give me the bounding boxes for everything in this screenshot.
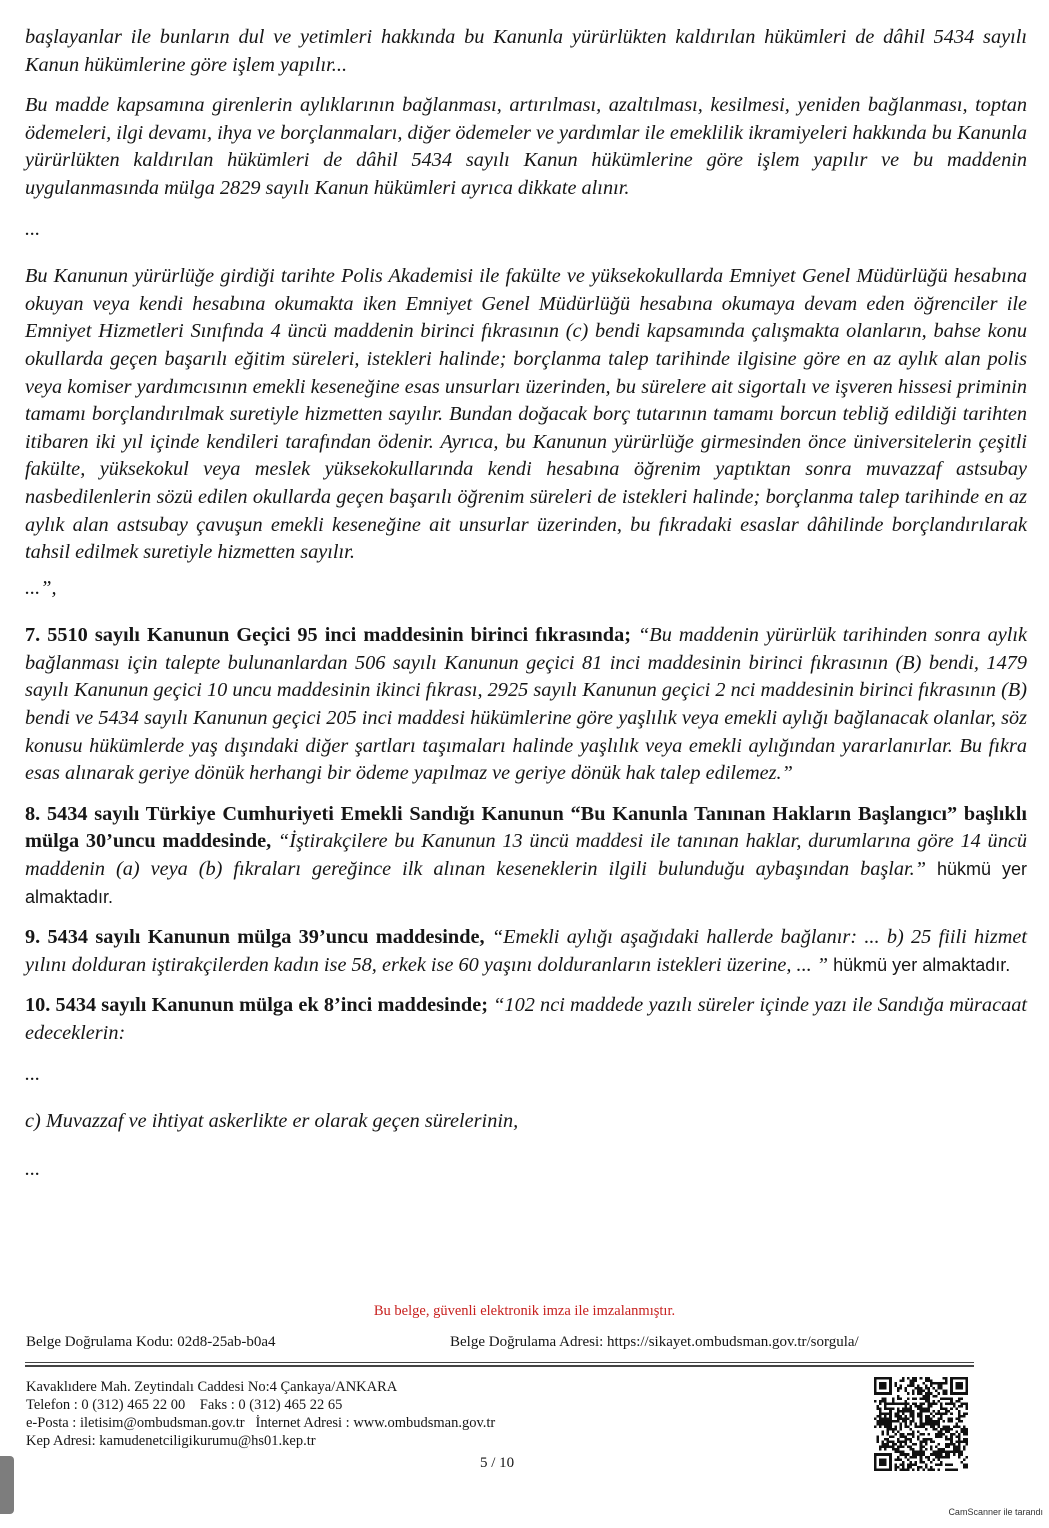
page-number: 5 / 10 xyxy=(480,1455,515,1471)
qr-code-icon xyxy=(874,1377,968,1471)
paragraph-police-academy: Bu Kanunun yürürlüğe girdiği tarihte Polis Akademisi ile fakülte ve yüksekokullarda Emniyet Genel Müdürlüğü hesabına okuyan veya kendi hesabına okumakta iken Emniyet Genel Müdürlüğü hesabına okumaya devam eden öğrenciler ile Emniyet Hizmetleri Sınıfında 4 üncü maddenin birinci fıkrasının (c) bendi kapsamında çalışmakta olanların, bahse konu okullarda geçen başarılı eğitim süreleri, istekleri halinde; borçlanma talep tarihinde ilgisine göre en az aylık alan polis veya komiser yardımcısının emekli keseneğine esas unsurları üzerinden, bu sürelere ait sigortalı ve işveren hissesi priminin tamamı borçlandırılmak suretiyle hizmetten sayılır. Bundan doğacak borç tutarının tamamı borcun tebliğ edildiği tarihten itibaren iki yıl içinde kendileri tarafından ödenir. Ayrıca, bu Kanunun yürürlüğe girmesinden önce üniversitelerin çeşitli fakülte, yüksekokul veya meslek yüksekokullarında kendi hesabına öğrenim yaptıktan sonra muvazzaf astsubay nasbedilenlerin sözü edilen okullarda geçen başarılı öğrenim süreleri de istekleri halinde; borçlanma talep tarihinde en az aylık alan astsubay çavuşun emekli keseneğine ait unsurlar üzerinden, bu fıkradaki esaslar dâhilinde borçlandırılarak tahsil edilmek suretiyle hizmetten sayılır. xyxy=(25,265,1027,564)
item-9-tail: hükmü yer almaktadır. xyxy=(833,954,1011,975)
item-7 xyxy=(25,622,1027,788)
e-signature-notice: Bu belge, güvenli elektronik imza ile imzalanmıştır. xyxy=(373,1303,676,1319)
item-9-heading: 9. 5434 sayılı Kanunun mülga 39’uncu maddesinde, xyxy=(25,926,485,949)
document-body xyxy=(25,24,1027,1203)
item-7-heading: 7. 5510 sayılı Kanunun Geçici 95 inci maddesinin birinci fıkrasında; xyxy=(25,624,631,647)
verification-code: Belge Doğrulama Kodu: 02d8-25ab-b0a4 xyxy=(26,1334,276,1350)
paragraph-continuation: başlayanlar ile bunların dul ve yetimleri hakkında bu Kanunla yürürlükten kaldırılan hükümleri de dâhil 5434 sayılı Kanun hükümlerine göre işlem yapılır... xyxy=(25,26,1027,76)
item-7-quote: “Bu maddenin yürürlük tarihinden sonra aylık bağlanması için talepte bulunanlardan 506 sayılı Kanunun geçici 81 inci maddesinin birinci fıkrasının (B) bendi, 1479 sayılı Kanunun geçici 10 uncu maddesinin ikinci fıkrası, 2925 sayılı Kanunun geçici 2 nci maddesinin birinci fıkrasının (B) bendi ve 5434 sayılı Kanunun geçici 205 inci maddesi hükümlerine göre yaşlılık veya emekli aylığı bağlanacak olanlar, söz konusu hükümlerde yaş dışındaki diğer şartları taşımaları halinde yaşlılık veya emekli aylığından yararlanırlar. Bu fıkra esas alınarak geriye dönük herhangi bir ödeme yapılmaz ve geriye dönük hak talep edilemez.” xyxy=(25,624,1027,785)
footer-phone: Telefon : 0 (312) 465 22 00 Faks : 0 (312) 465 22 65 xyxy=(26,1397,343,1413)
footer-kep: Kep Adresi: kamudenetciligikurumu@hs01.kep.tr xyxy=(26,1433,316,1449)
item-10-quote: “102 nci maddede yazılı süreler içinde yazı ile Sandığa müracaat edeceklerin: xyxy=(25,994,1027,1044)
footer-contact xyxy=(26,1378,495,1450)
item-9-quote: “Emekli aylığı aşağıdaki hallerde bağlanır: ... b) 25 fiili hizmet yılını dolduran iştirakçilerden kadın ise 58, erkek ise 60 yaşını dolduranların istekleri üzerine, ... ” xyxy=(25,926,1027,976)
item-10-heading: 10. 5434 sayılı Kanunun mülga ek 8’inci maddesinde; xyxy=(25,994,488,1017)
item-10 xyxy=(25,992,1027,1047)
clause-c: c) Muvazzaf ve ihtiyat askerlikte er olarak geçen sürelerinin, xyxy=(25,1110,519,1133)
ellipsis: ... xyxy=(25,217,41,240)
verification-url[interactable]: Belge Doğrulama Adresi: https://sikayet.ombudsman.gov.tr/sorgula/ xyxy=(450,1334,859,1350)
footer-divider xyxy=(25,1365,974,1367)
item-8-quote: “İştirakçilere bu Kanunun 13 üncü maddesi ile tanınan haklar, durumlarına göre 14 üncü maddenin (a) veya (b) fıkraları gereğince ilk alınan keseneklerin ilgili bulunduğu aybaşından başlar.” xyxy=(25,830,1027,881)
ellipsis: ... xyxy=(25,1157,41,1180)
item-8-heading: 8. 5434 sayılı Türkiye Cumhuriyeti Emekli Sandığı Kanunun “Bu Kanunla Tanınan Hakların Başlangıcı” başlıklı mülga 30’uncu maddesinde, xyxy=(25,802,1027,853)
item-8 xyxy=(25,801,1027,911)
footer-address: Kavaklıdere Mah. Zeytindalı Caddesi No:4 Çankaya/ANKARA xyxy=(26,1379,398,1395)
paragraph-article-scope: Bu madde kapsamına girenlerin aylıklarının bağlanması, artırılması, azaltılması, kesilmesi, yeniden bağlanması, toptan ödemeleri, ilgi devamı, ihya ve borçlanmaları, diğer ödemeler ve yardımlar ile emeklilik ikramiyeleri hakkında bu Kanunla yürürlükten kaldırılan hükümleri de dâhil 5434 sayılı Kanun hükümlerine göre işlem yapılır ve bu maddenin uygulanmasında mülga 2829 sayılı Kanun hükümleri ayrıca dikkate alınır. xyxy=(25,94,1027,199)
ellipsis-close-quote: ...”, xyxy=(25,576,57,599)
item-9 xyxy=(25,924,1027,979)
scanner-watermark: CamScanner ile tarandı xyxy=(948,1507,1043,1517)
footer-email: e-Posta : iletisim@ombudsman.gov.tr İnternet Adresi : www.ombudsman.gov.tr xyxy=(26,1415,496,1431)
item-8-tail: hükmü yer almaktadır. xyxy=(25,859,1027,907)
ellipsis: ... xyxy=(25,1062,41,1085)
scanner-side-tab[interactable] xyxy=(0,1456,14,1514)
footer-divider xyxy=(25,1362,974,1363)
